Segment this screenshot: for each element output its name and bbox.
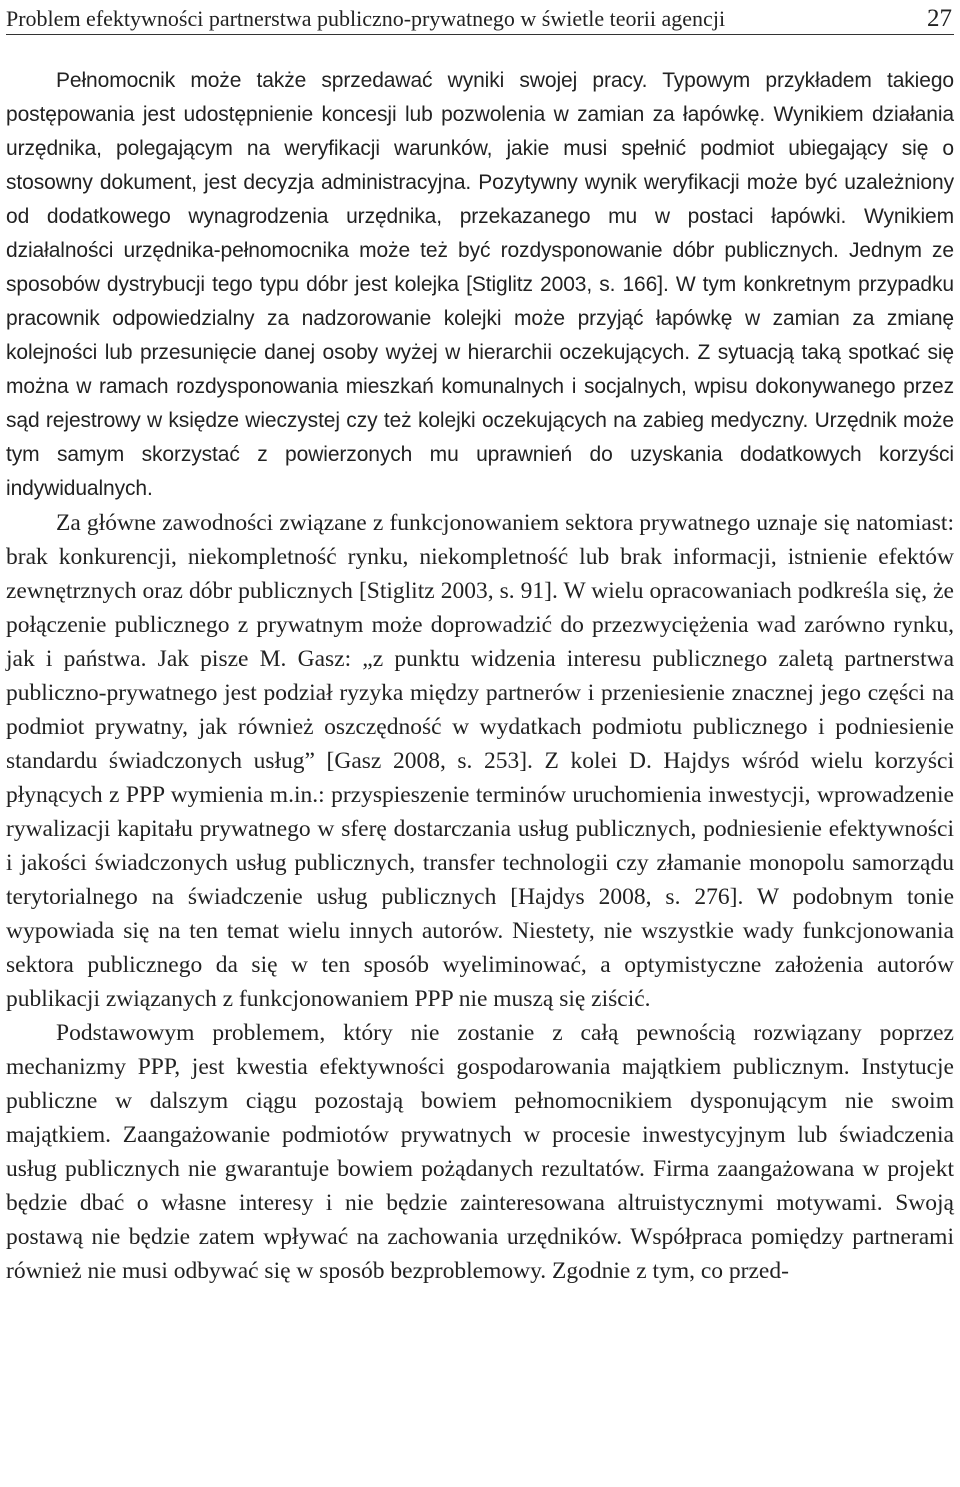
running-header-title: Problem efektywności partnerstwa publiczno-prywatnego w świetle teorii agencji <box>6 6 726 31</box>
paragraph-2: Za główne zawodności związane z funkcjonowaniem sektora prywatnego uznaje się natomiast: brak konkurencji, niekompletność rynku, niekompletność lub brak informacji, istnienie efektów zewnętrznych oraz dóbr publicznych [Stiglitz 2003, s. 91]. W wielu opracowaniach podkreśla się, że połączenie publicznego z prywatnym może doprowadzić do przezwyciężenia wad zarówno rynku, jak i państwa. Jak pisze M. Gasz: „z punktu widzenia interesu publicznego zaletą partnerstwa publiczno-prywatnego jest podział ryzyka między partnerów i przeniesienie znacznej jego części na podmiot prywatny, jak również oszczędność w wydatkach podmiotu publicznego i podniesienie standardu świadczonych usług” [Gasz 2008, s. 253]. Z kolei D. Hajdys wśród wielu korzyści płynących z PPP wymienia m.in.: przyspieszenie terminów uruchomienia inwestycji, wprowadzenie rywalizacji kapitału prywatnego w sferę dostarczania usług publicznych, podniesienie efektywności i jakości świadczonych usług publicznych, transfer technologii czy złamanie monopolu samorządu terytorialnego na świadczenie usług publicznych [Hajdys 2008, s. 276]. W podobnym tonie wypowiada się na ten temat wielu innych autorów. Niestety, nie wszystkie wady funkcjonowania sektora publicznego da się w ten sposób wyeliminować, a optymistyczne założenia autorów publikacji związanych z funkcjonowaniem PPP nie muszą się ziścić. <box>6 510 954 1012</box>
document-page <box>6 0 954 1487</box>
paragraph-3: Podstawowym problemem, który nie zostanie z całą pewnością rozwiązany poprzez mechanizmy PPP, jest kwestia efektywności gospodarowania majątkiem publicznym. Instytucje publiczne w dalszym ciągu pozostają bowiem pełnomocnikiem dysponującym nie swoim majątkiem. Zaangażowanie podmiotów prywatnych w procesie inwestycyjnym lub świadczenia usług publicznych nie gwarantuje bowiem pożądanych rezultatów. Firma zaangażowana w projekt będzie dbać o własne interesy i nie będzie zainteresowana altruistycznymi motywami. Swoją postawą nie będzie zatem wpływać na zachowania urzędników. Współpraca pomiędzy partnerami również nie musi odbywać się w sposób bezproblemowy. Zgodnie z tym, co przed- <box>6 1020 954 1284</box>
running-header <box>6 0 954 35</box>
page-number: 27 <box>927 5 952 32</box>
paragraph-1: Pełnomocnik może także sprzedawać wyniki swojej pracy. Typowym przykładem takiego postępowania jest udostępnienie koncesji lub pozwolenia w zamian za łapówkę. Wynikiem działania urzędnika, polegającym na weryfikacji warunków, jakie musi spełnić podmiot ubiegający się o stosowny dokument, jest decyzja administracyjna. Pozytywny wynik weryfikacji może być uzależniony od dodatkowego wynagrodzenia urzędnika, przekazanego mu w postaci łapówki. Wynikiem działalności urzędnika-pełnomocnika może też być rozdysponowanie dóbr publicznych. Jednym ze sposobów dystrybucji tego typu dóbr jest kolejka [Stiglitz 2003, s. 166]. W tym konkretnym przypadku pracownik odpowiedzialny za nadzorowanie kolejki może przyjąć łapówkę w zamian za zmianę kolejności lub przesunięcie danej osoby wyżej w hierarchii oczekujących. Z sytuacją taką spotkać się można w ramach rozdysponowania mieszkań komunalnych i socjalnych, wpisu dokonywanego przez sąd rejestrowy w księdze wieczystej czy też kolejki oczekujących na zabieg medyczny. Urzędnik może tym samym skorzystać z powierzonych mu uprawnień do uzyskania dodatkowych korzyści indywidualnych. <box>6 69 954 500</box>
body-text <box>6 64 954 1288</box>
